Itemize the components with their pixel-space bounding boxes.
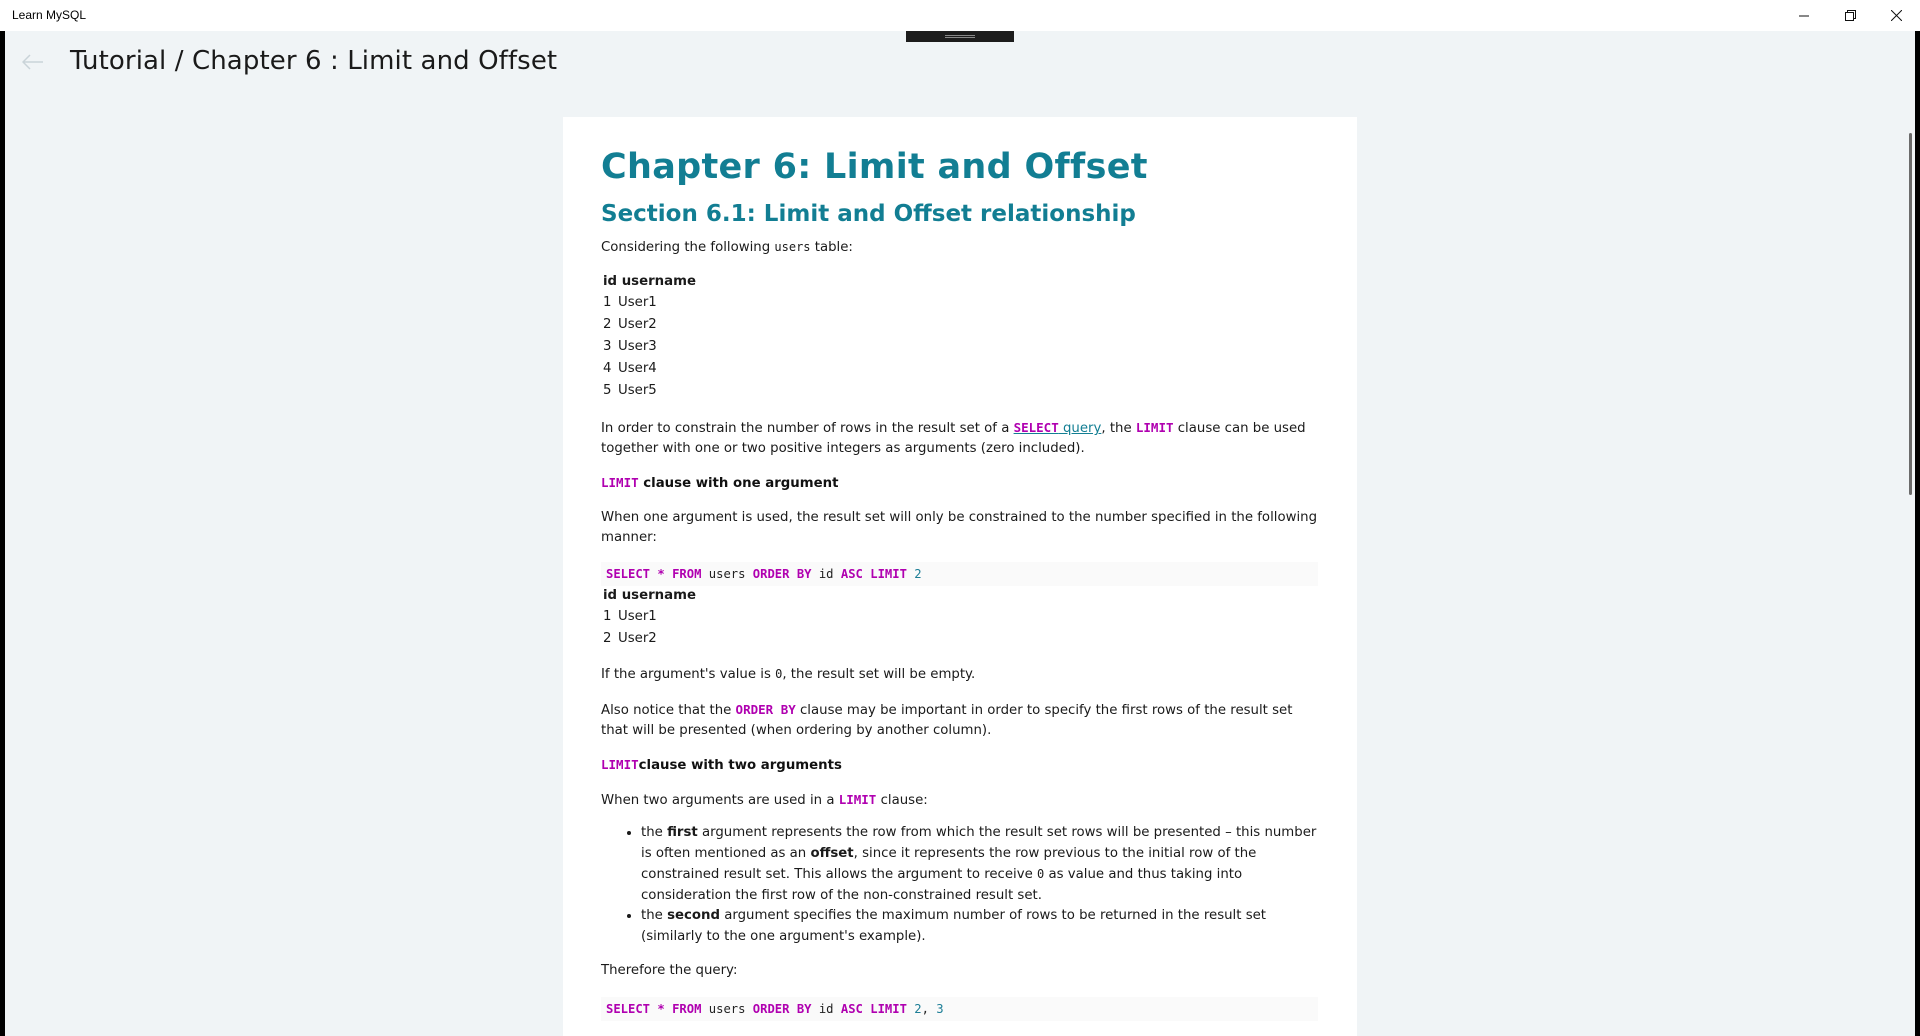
code-identifier: id — [818, 567, 834, 581]
text: clause: — [876, 793, 928, 808]
query-link-text: query — [1058, 421, 1102, 436]
app-content — [5, 31, 1915, 1036]
code-keyword: SELECT — [606, 1002, 651, 1016]
inline-code: users — [774, 240, 811, 254]
subheading-two-arguments — [601, 755, 1319, 775]
table-row — [601, 314, 1319, 336]
section-heading: Section 6.1: Limit and Offset relationship — [601, 201, 1136, 227]
table-row — [601, 336, 1319, 358]
code-identifier: users — [708, 567, 746, 581]
text: argument specifies the maximum number of rows to be returned in the result set (similarly to the one argument's example). — [641, 908, 1267, 944]
limit-keyword: LIMIT — [838, 792, 877, 807]
code-keyword: LIMIT — [870, 1002, 907, 1016]
text: In order to constrain the number of rows in the result set of a — [601, 421, 1014, 436]
code-keyword: ASC — [840, 567, 863, 581]
text: When two arguments are used in a — [601, 793, 839, 808]
paragraph-two-arguments — [601, 790, 1319, 811]
document-panel — [563, 117, 1357, 1036]
text: as value and thus taking into consideration the first row of the non-constrained result set. — [641, 867, 1243, 903]
code-number: 2 — [914, 567, 922, 581]
subheading-one-argument — [601, 473, 1319, 493]
drag-handle[interactable] — [906, 31, 1014, 42]
bold-text: first — [667, 825, 698, 840]
chapter-heading: Chapter 6: Limit and Offset — [601, 147, 1148, 187]
code-punctuation: , — [921, 1002, 929, 1016]
page-title: Tutorial / Chapter 6 : Limit and Offset — [70, 46, 558, 76]
restore-button[interactable] — [1827, 0, 1873, 31]
text: If the argument's value is — [601, 667, 776, 682]
cell-username: User4 — [618, 361, 657, 376]
cell-username: User2 — [618, 631, 657, 646]
table-header: id username — [603, 588, 696, 603]
cell-username: User5 — [618, 383, 657, 398]
close-icon — [1891, 10, 1902, 21]
code-number: 3 — [936, 1002, 944, 1016]
table-header: id username — [603, 274, 696, 289]
code-keyword: ASC — [840, 1002, 863, 1016]
cell-id: 3 — [603, 339, 612, 354]
cell-username: User2 — [618, 317, 657, 332]
text: clause may be important in order to specify the first rows of the result set that will be presented (when ordering by another column). — [601, 703, 1293, 738]
limit-keyword: LIMIT — [1135, 420, 1174, 435]
code-keyword: ORDER BY — [752, 1002, 812, 1016]
code-keyword: * — [657, 1002, 665, 1016]
minimize-button[interactable] — [1781, 0, 1827, 31]
select-keyword: SELECT — [1013, 420, 1059, 435]
limit-keyword: LIMIT — [601, 757, 639, 772]
cell-id: 2 — [603, 317, 612, 332]
code-identifier: users — [708, 1002, 746, 1016]
text: clause with one argument — [638, 476, 839, 491]
cell-username: User1 — [618, 609, 657, 624]
cell-id: 1 — [603, 609, 612, 624]
arguments-list — [601, 823, 1319, 947]
cell-id: 5 — [603, 383, 612, 398]
text: the — [641, 908, 668, 923]
text: , since it represents the row previous to the initial row of the constrained result set. This allows the argument to receive — [641, 845, 1257, 882]
bold-text: offset — [810, 845, 854, 861]
text: Also notice that the — [601, 703, 736, 718]
inline-code: 0 — [1037, 867, 1045, 881]
cell-username: User3 — [618, 339, 657, 354]
vertical-scrollbar[interactable] — [1909, 133, 1912, 495]
code-keyword: LIMIT — [870, 567, 907, 581]
cell-id: 4 — [603, 361, 612, 376]
code-keyword: FROM — [672, 1002, 702, 1016]
bold-text: second — [667, 908, 720, 923]
minimize-icon — [1799, 11, 1809, 21]
paragraph-order-by — [601, 700, 1319, 741]
text: , the result set will be empty. — [782, 667, 976, 682]
restore-icon — [1845, 10, 1856, 21]
paragraph-constrain — [601, 418, 1319, 459]
text: , the — [1101, 421, 1136, 436]
back-button[interactable] — [17, 46, 49, 78]
table-row — [601, 606, 1319, 628]
table-row — [601, 292, 1319, 314]
code-keyword: FROM — [672, 567, 702, 581]
inline-code: 0 — [775, 667, 783, 681]
paragraph-zero — [601, 664, 1319, 685]
code-number: 2 — [914, 1002, 922, 1016]
table-row — [601, 628, 1319, 650]
title-bar — [0, 0, 1920, 31]
code-block-limit-2 — [601, 562, 1318, 586]
code-identifier: id — [818, 1002, 834, 1016]
paragraph-one-argument: When one argument is used, the result set will only be constrained to the number specified in the following manner: — [601, 510, 1318, 545]
text: clause with two arguments — [638, 758, 842, 773]
cell-id: 2 — [603, 631, 612, 646]
list-item — [641, 906, 1319, 947]
text: table: — [810, 240, 853, 255]
text: clause can be used together with one or two positive integers as arguments (zero included). — [601, 421, 1306, 456]
cell-id: 1 — [603, 295, 612, 310]
users-table — [601, 272, 1319, 402]
cell-username: User1 — [618, 295, 657, 310]
list-item — [641, 823, 1319, 906]
text: Considering the following — [601, 240, 775, 255]
code-block-limit-2-3 — [601, 997, 1318, 1021]
grip-icon — [945, 35, 975, 36]
code-keyword: * — [657, 567, 665, 581]
table-row — [601, 358, 1319, 380]
limit-keyword: LIMIT — [601, 475, 639, 490]
paragraph-considering — [601, 237, 1319, 258]
paragraph-therefore: Therefore the query: — [601, 963, 738, 978]
back-arrow-icon — [22, 54, 44, 70]
app-title: Learn MySQL — [12, 8, 87, 22]
text: argument represents the row from which the result set rows will be presented – this number is often mentioned as an — [641, 825, 1317, 861]
order-by-keyword: ORDER BY — [735, 702, 796, 717]
code-keyword: SELECT — [606, 567, 651, 581]
select-query-link[interactable] — [1014, 421, 1102, 436]
close-button[interactable] — [1873, 0, 1919, 31]
result-table — [601, 586, 1319, 650]
table-row — [601, 380, 1319, 402]
code-keyword: ORDER BY — [752, 567, 812, 581]
text: the — [641, 825, 668, 840]
